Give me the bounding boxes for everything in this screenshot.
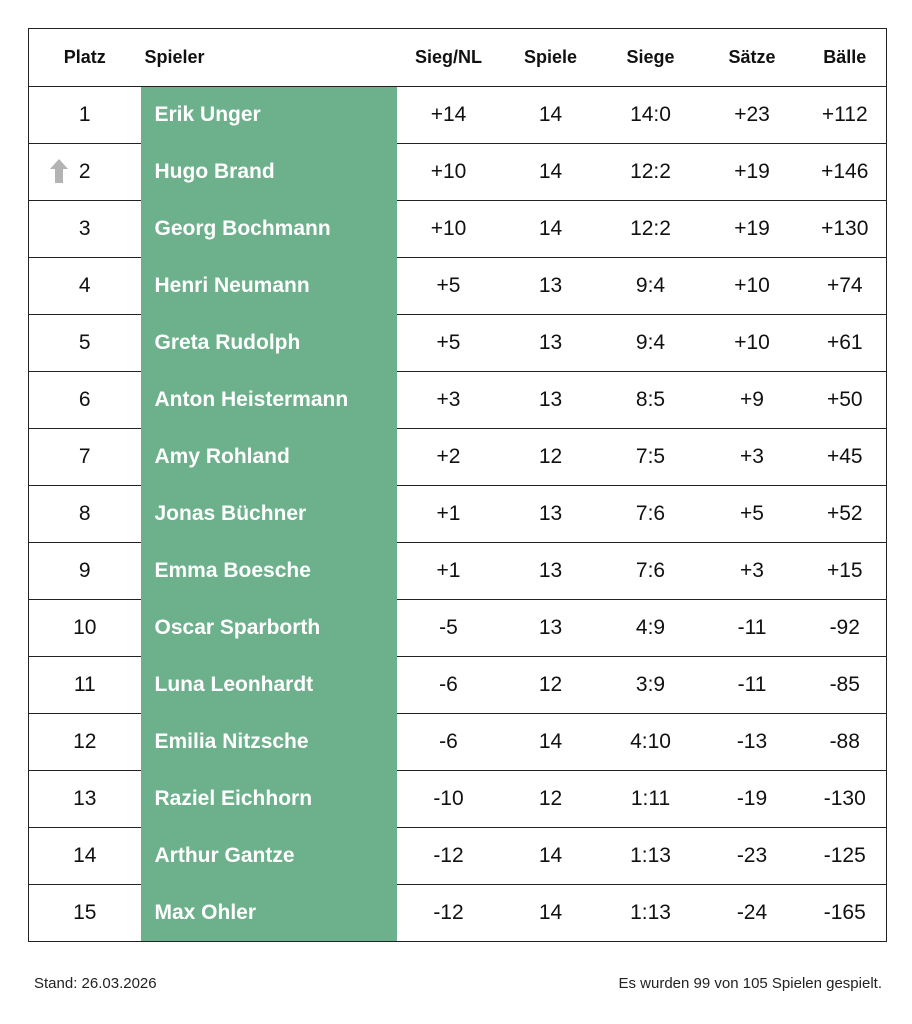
rank-number: 1 xyxy=(78,103,91,126)
cell-spieler: Hugo Brand xyxy=(141,144,397,201)
header-platz: Platz xyxy=(29,29,141,87)
cell-siege: 1:13 xyxy=(601,828,701,885)
cell-spiele: 13 xyxy=(501,315,601,372)
cell-sieg-nl: +10 xyxy=(397,201,501,258)
cell-spiele: 13 xyxy=(501,258,601,315)
rank-number: 3 xyxy=(78,217,91,240)
cell-sieg-nl: -6 xyxy=(397,714,501,771)
table-row xyxy=(29,87,887,144)
rank-number: 7 xyxy=(78,445,91,468)
rank-number: 10 xyxy=(73,616,97,639)
cell-baelle: +112 xyxy=(804,87,887,144)
cell-sieg-nl: -6 xyxy=(397,657,501,714)
cell-saetze: +19 xyxy=(701,201,804,258)
cell-spieler: Amy Rohland xyxy=(141,429,397,486)
cell-spieler: Henri Neumann xyxy=(141,258,397,315)
rank-number: 9 xyxy=(78,559,91,582)
table-row xyxy=(29,657,887,714)
table-row xyxy=(29,258,887,315)
arrow-up-icon xyxy=(49,158,69,184)
cell-siege: 1:11 xyxy=(601,771,701,828)
table-header xyxy=(29,29,887,87)
cell-saetze: -24 xyxy=(701,885,804,942)
table-row xyxy=(29,543,887,600)
header-baelle: Bälle xyxy=(804,29,887,87)
cell-spiele: 12 xyxy=(501,657,601,714)
table-row xyxy=(29,771,887,828)
cell-siege: 12:2 xyxy=(601,144,701,201)
header-spiele: Spiele xyxy=(501,29,601,87)
cell-siege: 14:0 xyxy=(601,87,701,144)
rank-number: 8 xyxy=(78,502,91,525)
cell-spieler: Emma Boesche xyxy=(141,543,397,600)
cell-platz xyxy=(29,657,141,714)
cell-platz xyxy=(29,714,141,771)
cell-platz xyxy=(29,372,141,429)
table-row xyxy=(29,600,887,657)
cell-saetze: -11 xyxy=(701,657,804,714)
table-row xyxy=(29,714,887,771)
cell-saetze: -23 xyxy=(701,828,804,885)
cell-sieg-nl: -10 xyxy=(397,771,501,828)
cell-sieg-nl: -12 xyxy=(397,885,501,942)
cell-siege: 4:10 xyxy=(601,714,701,771)
cell-platz xyxy=(29,885,141,942)
cell-sieg-nl: +10 xyxy=(397,144,501,201)
cell-saetze: -13 xyxy=(701,714,804,771)
cell-spiele: 14 xyxy=(501,87,601,144)
table-row xyxy=(29,372,887,429)
cell-platz xyxy=(29,258,141,315)
cell-baelle: +130 xyxy=(804,201,887,258)
table-row xyxy=(29,315,887,372)
cell-spiele: 13 xyxy=(501,543,601,600)
cell-baelle: +146 xyxy=(804,144,887,201)
header-siege: Siege xyxy=(601,29,701,87)
cell-platz xyxy=(29,600,141,657)
cell-sieg-nl: -12 xyxy=(397,828,501,885)
cell-baelle: -92 xyxy=(804,600,887,657)
cell-siege: 4:9 xyxy=(601,600,701,657)
cell-platz xyxy=(29,87,141,144)
cell-spieler: Greta Rudolph xyxy=(141,315,397,372)
cell-siege: 12:2 xyxy=(601,201,701,258)
cell-saetze: +3 xyxy=(701,429,804,486)
rank-number: 14 xyxy=(73,844,97,867)
table-row xyxy=(29,201,887,258)
cell-platz xyxy=(29,771,141,828)
cell-siege: 8:5 xyxy=(601,372,701,429)
cell-spieler: Max Ohler xyxy=(141,885,397,942)
cell-spiele: 14 xyxy=(501,144,601,201)
header-spieler: Spieler xyxy=(141,29,397,87)
cell-baelle: +15 xyxy=(804,543,887,600)
table-row xyxy=(29,828,887,885)
cell-spiele: 12 xyxy=(501,771,601,828)
cell-baelle: -125 xyxy=(804,828,887,885)
cell-saetze: +3 xyxy=(701,543,804,600)
cell-platz xyxy=(29,315,141,372)
cell-spieler: Luna Leonhardt xyxy=(141,657,397,714)
cell-baelle: -85 xyxy=(804,657,887,714)
rank-number: 4 xyxy=(78,274,91,297)
cell-baelle: +61 xyxy=(804,315,887,372)
cell-spieler: Jonas Büchner xyxy=(141,486,397,543)
cell-spiele: 14 xyxy=(501,714,601,771)
cell-sieg-nl: +1 xyxy=(397,543,501,600)
cell-baelle: -165 xyxy=(804,885,887,942)
cell-platz xyxy=(29,144,141,201)
cell-spiele: 14 xyxy=(501,885,601,942)
cell-spieler: Oscar Sparborth xyxy=(141,600,397,657)
table-row xyxy=(29,885,887,942)
cell-saetze: -19 xyxy=(701,771,804,828)
cell-platz xyxy=(29,429,141,486)
cell-spieler: Anton Heistermann xyxy=(141,372,397,429)
cell-saetze: -11 xyxy=(701,600,804,657)
cell-saetze: +10 xyxy=(701,258,804,315)
rank-number: 5 xyxy=(78,331,91,354)
cell-spieler: Raziel Eichhorn xyxy=(141,771,397,828)
cell-baelle: +74 xyxy=(804,258,887,315)
cell-platz xyxy=(29,828,141,885)
cell-platz xyxy=(29,543,141,600)
cell-sieg-nl: -5 xyxy=(397,600,501,657)
cell-platz xyxy=(29,486,141,543)
cell-siege: 1:13 xyxy=(601,885,701,942)
cell-saetze: +9 xyxy=(701,372,804,429)
cell-spieler: Erik Unger xyxy=(141,87,397,144)
cell-baelle: +52 xyxy=(804,486,887,543)
table-row xyxy=(29,144,887,201)
table-row xyxy=(29,486,887,543)
cell-baelle: -88 xyxy=(804,714,887,771)
cell-spiele: 14 xyxy=(501,828,601,885)
cell-siege: 7:6 xyxy=(601,486,701,543)
games-played-note: Es wurden 99 von 105 Spielen gespielt. xyxy=(618,975,882,992)
cell-spieler: Emilia Nitzsche xyxy=(141,714,397,771)
header-saetze: Sätze xyxy=(701,29,804,87)
rank-number: 12 xyxy=(73,730,97,753)
rank-number: 11 xyxy=(73,673,96,696)
cell-siege: 9:4 xyxy=(601,258,701,315)
cell-spiele: 13 xyxy=(501,600,601,657)
cell-saetze: +19 xyxy=(701,144,804,201)
cell-spieler: Georg Bochmann xyxy=(141,201,397,258)
cell-sieg-nl: +3 xyxy=(397,372,501,429)
cell-sieg-nl: +5 xyxy=(397,258,501,315)
stand-date: Stand: 26.03.2026 xyxy=(34,975,157,992)
cell-baelle: +50 xyxy=(804,372,887,429)
cell-baelle: +45 xyxy=(804,429,887,486)
standings-table xyxy=(28,28,887,942)
cell-saetze: +23 xyxy=(701,87,804,144)
cell-sieg-nl: +1 xyxy=(397,486,501,543)
cell-platz xyxy=(29,201,141,258)
rank-number: 15 xyxy=(73,901,97,924)
header-row xyxy=(29,29,887,87)
rank-number: 6 xyxy=(78,388,91,411)
cell-baelle: -130 xyxy=(804,771,887,828)
cell-spiele: 14 xyxy=(501,201,601,258)
cell-sieg-nl: +5 xyxy=(397,315,501,372)
rank-number: 13 xyxy=(73,787,97,810)
table-body xyxy=(29,87,887,942)
cell-saetze: +5 xyxy=(701,486,804,543)
cell-spieler: Arthur Gantze xyxy=(141,828,397,885)
cell-sieg-nl: +14 xyxy=(397,87,501,144)
header-sieg-nl: Sieg/NL xyxy=(397,29,501,87)
rank-number: 2 xyxy=(78,160,91,183)
cell-siege: 7:6 xyxy=(601,543,701,600)
cell-siege: 7:5 xyxy=(601,429,701,486)
table-row xyxy=(29,429,887,486)
cell-spiele: 13 xyxy=(501,372,601,429)
cell-sieg-nl: +2 xyxy=(397,429,501,486)
cell-siege: 3:9 xyxy=(601,657,701,714)
cell-spiele: 13 xyxy=(501,486,601,543)
cell-saetze: +10 xyxy=(701,315,804,372)
cell-spiele: 12 xyxy=(501,429,601,486)
cell-siege: 9:4 xyxy=(601,315,701,372)
